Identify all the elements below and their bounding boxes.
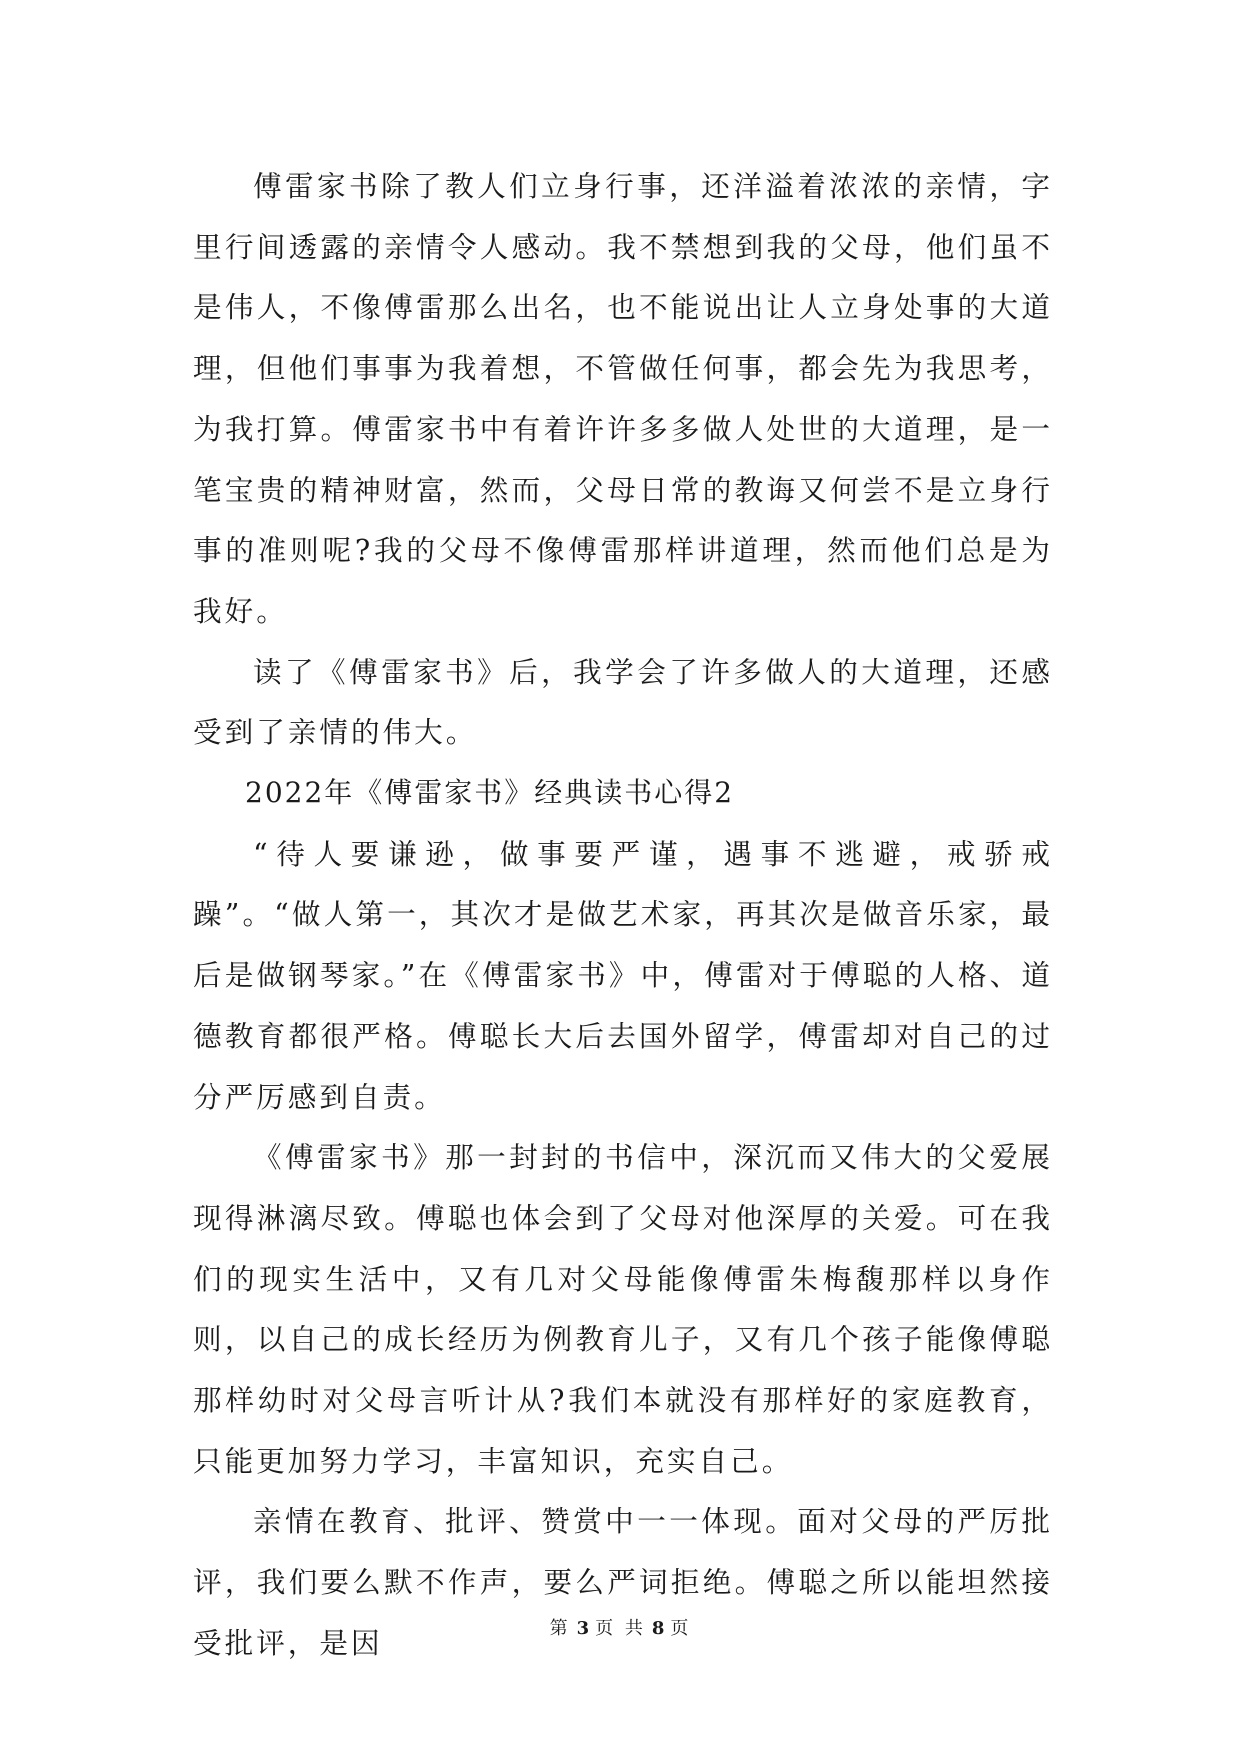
paragraph-criticism: 亲情在教育、批评、赞赏中一一体现。面对父母的严厉批评，我们要么默不作声，要么严词拒绝。傅聪之所以能坦然接受批评，是因 bbox=[193, 1504, 1053, 1660]
paragraph-quotes: “待人要谦逊，做事要严谨，遇事不逃避，戒骄戒躁”。“做人第一，其次才是做艺术家，再其次是做音乐家，最后是做钢琴家。”在《傅雷家书》中，傅雷对于傅聪的人格、道德教育都很严格。傅聪长大后去国外留学，傅雷却对自己的过分严厉感到自责。 bbox=[193, 836, 1053, 1114]
paragraph-family-affection: 傅雷家书除了教人们立身行事，还洋溢着浓浓的亲情，字里行间透露的亲情令人感动。我不禁想到我的父母，他们虽不是伟人，不像傅雷那么出名，也不能说出让人立身处事的大道理，但他们事事为我着想，不管做任何事，都会先为我思考，为我打算。傅雷家书中有着许许多多做人处世的大道理，是一笔宝贵的精神财富，然而，父母日常的教诲又何尝不是立身行事的准则呢?我的父母不像傅雷那样讲道理，然而他们总是为我好。 bbox=[193, 169, 1053, 628]
document-body bbox=[193, 156, 1053, 1674]
page-footer bbox=[0, 1614, 1241, 1640]
total-page-number: 8 bbox=[651, 1618, 665, 1639]
footer-prefix: 第 bbox=[549, 1618, 571, 1639]
section-heading: 2022年《傅雷家书》经典读书心得2 bbox=[245, 776, 735, 810]
paragraph-reading-conclusion: 读了《傅雷家书》后，我学会了许多做人的大道理，还感受到了亲情的伟大。 bbox=[193, 654, 1053, 750]
paragraph-fatherly-love: 《傅雷家书》那一封封的书信中，深沉而又伟大的父爱展现得淋漓尽致。傅聪也体会到了父母对他深厚的关爱。可在我们的现实生活中，又有几对父母能像傅雷朱梅馥那样以身作则，以自己的成长经历为例教育儿子，又有几个孩子能像傅聪那样幼时对父母言听计从?我们本就没有那样好的家庭教育，只能更加努力学习，丰富知识，充实自己。 bbox=[193, 1140, 1053, 1478]
current-page-number: 3 bbox=[576, 1618, 590, 1639]
footer-suffix: 页 bbox=[670, 1618, 692, 1639]
footer-middle: 页 共 bbox=[595, 1618, 646, 1639]
